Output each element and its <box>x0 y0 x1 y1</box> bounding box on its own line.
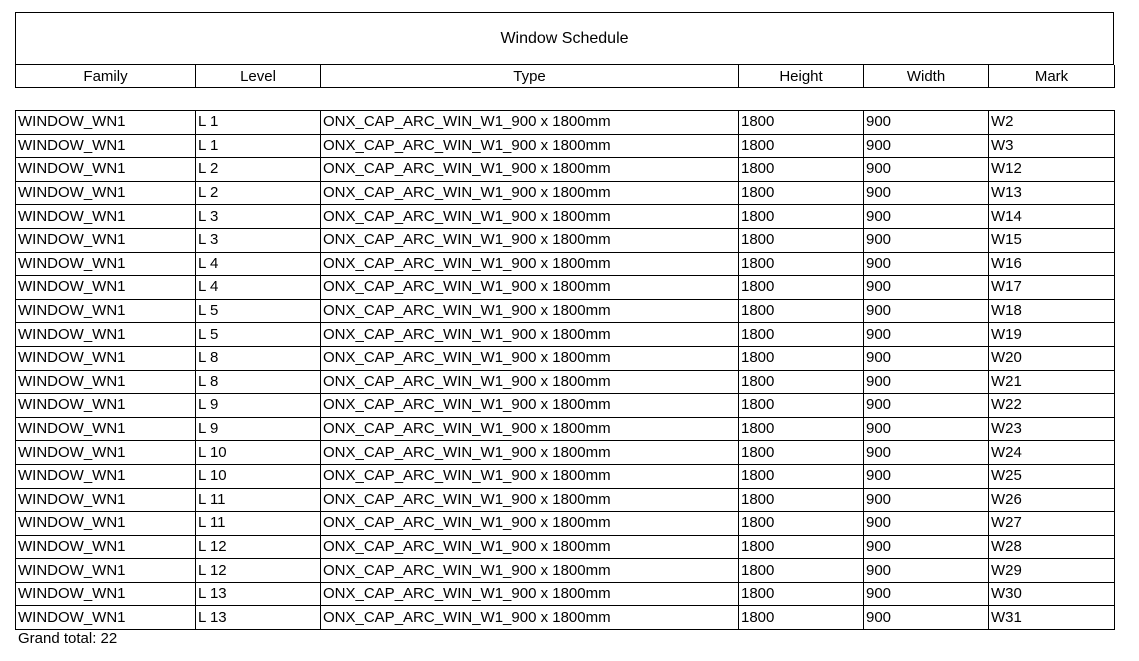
cell-mark[interactable]: W14 <box>989 205 1115 229</box>
table-row[interactable] <box>16 346 1115 370</box>
cell-type[interactable]: ONX_CAP_ARC_WIN_W1_900 x 1800mm <box>321 370 739 394</box>
header-row <box>16 65 1115 88</box>
cell-family[interactable]: WINDOW_WN1 <box>16 158 196 182</box>
cell-type[interactable]: ONX_CAP_ARC_WIN_W1_900 x 1800mm <box>321 205 739 229</box>
cell-type[interactable]: ONX_CAP_ARC_WIN_W1_900 x 1800mm <box>321 582 739 606</box>
cell-type[interactable]: ONX_CAP_ARC_WIN_W1_900 x 1800mm <box>321 181 739 205</box>
cell-level[interactable]: L 4 <box>196 276 321 300</box>
cell-width[interactable]: 900 <box>864 464 989 488</box>
cell-width[interactable]: 900 <box>864 323 989 347</box>
cell-height[interactable]: 1800 <box>739 346 864 370</box>
cell-level[interactable]: L 10 <box>196 441 321 465</box>
cell-width[interactable]: 900 <box>864 512 989 536</box>
cell-type[interactable]: ONX_CAP_ARC_WIN_W1_900 x 1800mm <box>321 228 739 252</box>
cell-type[interactable]: ONX_CAP_ARC_WIN_W1_900 x 1800mm <box>321 252 739 276</box>
cell-height[interactable]: 1800 <box>739 441 864 465</box>
cell-type[interactable]: ONX_CAP_ARC_WIN_W1_900 x 1800mm <box>321 394 739 418</box>
cell-level[interactable]: L 1 <box>196 134 321 158</box>
cell-height[interactable]: 1800 <box>739 111 864 135</box>
column-header-level[interactable]: Level <box>196 65 321 88</box>
cell-type[interactable]: ONX_CAP_ARC_WIN_W1_900 x 1800mm <box>321 559 739 583</box>
cell-family[interactable]: WINDOW_WN1 <box>16 346 196 370</box>
cell-level[interactable]: L 8 <box>196 370 321 394</box>
cell-mark[interactable]: W21 <box>989 370 1115 394</box>
cell-level[interactable]: L 4 <box>196 252 321 276</box>
cell-family[interactable]: WINDOW_WN1 <box>16 394 196 418</box>
cell-level[interactable]: L 11 <box>196 512 321 536</box>
cell-height[interactable]: 1800 <box>739 394 864 418</box>
cell-family[interactable]: WINDOW_WN1 <box>16 276 196 300</box>
cell-level[interactable]: L 5 <box>196 299 321 323</box>
cell-family[interactable]: WINDOW_WN1 <box>16 512 196 536</box>
cell-level[interactable]: L 13 <box>196 582 321 606</box>
cell-width[interactable]: 900 <box>864 582 989 606</box>
cell-mark[interactable]: W23 <box>989 417 1115 441</box>
cell-mark[interactable]: W15 <box>989 228 1115 252</box>
cell-height[interactable]: 1800 <box>739 417 864 441</box>
cell-width[interactable]: 900 <box>864 441 989 465</box>
cell-mark[interactable]: W13 <box>989 181 1115 205</box>
cell-mark[interactable]: W18 <box>989 299 1115 323</box>
cell-mark[interactable]: W25 <box>989 464 1115 488</box>
cell-width[interactable]: 900 <box>864 299 989 323</box>
table-row[interactable] <box>16 252 1115 276</box>
cell-level[interactable]: L 10 <box>196 464 321 488</box>
cell-height[interactable]: 1800 <box>739 134 864 158</box>
cell-width[interactable]: 900 <box>864 111 989 135</box>
cell-height[interactable]: 1800 <box>739 299 864 323</box>
table-row[interactable] <box>16 417 1115 441</box>
cell-type[interactable]: ONX_CAP_ARC_WIN_W1_900 x 1800mm <box>321 276 739 300</box>
cell-mark[interactable]: W27 <box>989 512 1115 536</box>
cell-mark[interactable]: W16 <box>989 252 1115 276</box>
cell-level[interactable]: L 2 <box>196 181 321 205</box>
table-row[interactable] <box>16 606 1115 630</box>
table-row[interactable] <box>16 228 1115 252</box>
cell-height[interactable]: 1800 <box>739 464 864 488</box>
cell-mark[interactable]: W29 <box>989 559 1115 583</box>
table-row[interactable] <box>16 582 1115 606</box>
cell-level[interactable]: L 12 <box>196 535 321 559</box>
cell-type[interactable]: ONX_CAP_ARC_WIN_W1_900 x 1800mm <box>321 606 739 630</box>
cell-type[interactable]: ONX_CAP_ARC_WIN_W1_900 x 1800mm <box>321 488 739 512</box>
table-row[interactable] <box>16 299 1115 323</box>
table-row[interactable] <box>16 394 1115 418</box>
cell-type[interactable]: ONX_CAP_ARC_WIN_W1_900 x 1800mm <box>321 323 739 347</box>
cell-height[interactable]: 1800 <box>739 323 864 347</box>
table-row[interactable] <box>16 559 1115 583</box>
header-gap <box>15 88 1114 110</box>
cell-type[interactable]: ONX_CAP_ARC_WIN_W1_900 x 1800mm <box>321 158 739 182</box>
grand-total: Grand total: 22 <box>18 630 118 647</box>
window-schedule <box>15 12 1114 630</box>
cell-mark[interactable]: W17 <box>989 276 1115 300</box>
cell-mark[interactable]: W26 <box>989 488 1115 512</box>
cell-family[interactable]: WINDOW_WN1 <box>16 370 196 394</box>
cell-family[interactable]: WINDOW_WN1 <box>16 606 196 630</box>
cell-level[interactable]: L 2 <box>196 158 321 182</box>
cell-width[interactable]: 900 <box>864 158 989 182</box>
cell-family[interactable]: WINDOW_WN1 <box>16 559 196 583</box>
cell-width[interactable]: 900 <box>864 394 989 418</box>
cell-width[interactable]: 900 <box>864 228 989 252</box>
table-row[interactable] <box>16 158 1115 182</box>
cell-family[interactable]: WINDOW_WN1 <box>16 323 196 347</box>
cell-family[interactable]: WINDOW_WN1 <box>16 111 196 135</box>
cell-height[interactable]: 1800 <box>739 276 864 300</box>
cell-family[interactable]: WINDOW_WN1 <box>16 134 196 158</box>
schedule-title: Window Schedule <box>15 12 1114 65</box>
cell-family[interactable]: WINDOW_WN1 <box>16 181 196 205</box>
cell-height[interactable]: 1800 <box>739 252 864 276</box>
schedule-body <box>15 110 1115 630</box>
cell-level[interactable]: L 9 <box>196 394 321 418</box>
table-row[interactable] <box>16 276 1115 300</box>
cell-level[interactable]: L 3 <box>196 228 321 252</box>
cell-width[interactable]: 900 <box>864 276 989 300</box>
cell-level[interactable]: L 11 <box>196 488 321 512</box>
cell-type[interactable]: ONX_CAP_ARC_WIN_W1_900 x 1800mm <box>321 535 739 559</box>
cell-level[interactable]: L 9 <box>196 417 321 441</box>
column-header-height[interactable]: Height <box>739 65 864 88</box>
table-row[interactable] <box>16 512 1115 536</box>
table-row[interactable] <box>16 181 1115 205</box>
cell-mark[interactable]: W24 <box>989 441 1115 465</box>
cell-type[interactable]: ONX_CAP_ARC_WIN_W1_900 x 1800mm <box>321 464 739 488</box>
cell-height[interactable]: 1800 <box>739 228 864 252</box>
cell-height[interactable]: 1800 <box>739 181 864 205</box>
cell-width[interactable]: 900 <box>864 205 989 229</box>
cell-mark[interactable]: W20 <box>989 346 1115 370</box>
cell-level[interactable]: L 3 <box>196 205 321 229</box>
table-row[interactable] <box>16 111 1115 135</box>
cell-family[interactable]: WINDOW_WN1 <box>16 417 196 441</box>
table-row[interactable] <box>16 441 1115 465</box>
cell-family[interactable]: WINDOW_WN1 <box>16 228 196 252</box>
cell-height[interactable]: 1800 <box>739 158 864 182</box>
cell-family[interactable]: WINDOW_WN1 <box>16 299 196 323</box>
cell-mark[interactable]: W28 <box>989 535 1115 559</box>
cell-width[interactable]: 900 <box>864 417 989 441</box>
cell-family[interactable]: WINDOW_WN1 <box>16 535 196 559</box>
cell-family[interactable]: WINDOW_WN1 <box>16 488 196 512</box>
cell-width[interactable]: 900 <box>864 370 989 394</box>
cell-level[interactable]: L 12 <box>196 559 321 583</box>
cell-type[interactable]: ONX_CAP_ARC_WIN_W1_900 x 1800mm <box>321 417 739 441</box>
cell-level[interactable]: L 13 <box>196 606 321 630</box>
cell-height[interactable]: 1800 <box>739 370 864 394</box>
cell-family[interactable]: WINDOW_WN1 <box>16 582 196 606</box>
cell-level[interactable]: L 1 <box>196 111 321 135</box>
cell-height[interactable]: 1800 <box>739 205 864 229</box>
table-row[interactable] <box>16 134 1115 158</box>
table-row[interactable] <box>16 323 1115 347</box>
cell-mark[interactable]: W30 <box>989 582 1115 606</box>
cell-mark[interactable]: W12 <box>989 158 1115 182</box>
cell-mark[interactable]: W19 <box>989 323 1115 347</box>
cell-type[interactable]: ONX_CAP_ARC_WIN_W1_900 x 1800mm <box>321 512 739 536</box>
cell-family[interactable]: WINDOW_WN1 <box>16 205 196 229</box>
cell-width[interactable]: 900 <box>864 535 989 559</box>
cell-height[interactable]: 1800 <box>739 559 864 583</box>
table-row[interactable] <box>16 205 1115 229</box>
column-header-mark[interactable]: Mark <box>989 65 1115 88</box>
cell-mark[interactable]: W31 <box>989 606 1115 630</box>
column-header-family[interactable]: Family <box>16 65 196 88</box>
cell-type[interactable]: ONX_CAP_ARC_WIN_W1_900 x 1800mm <box>321 134 739 158</box>
cell-width[interactable]: 900 <box>864 559 989 583</box>
cell-height[interactable]: 1800 <box>739 606 864 630</box>
table-row[interactable] <box>16 488 1115 512</box>
cell-mark[interactable]: W3 <box>989 134 1115 158</box>
cell-height[interactable]: 1800 <box>739 535 864 559</box>
cell-height[interactable]: 1800 <box>739 512 864 536</box>
table-row[interactable] <box>16 370 1115 394</box>
column-header-type[interactable]: Type <box>321 65 739 88</box>
cell-height[interactable]: 1800 <box>739 582 864 606</box>
cell-width[interactable]: 900 <box>864 488 989 512</box>
table-row[interactable] <box>16 464 1115 488</box>
cell-level[interactable]: L 8 <box>196 346 321 370</box>
cell-family[interactable]: WINDOW_WN1 <box>16 464 196 488</box>
cell-family[interactable]: WINDOW_WN1 <box>16 441 196 465</box>
cell-level[interactable]: L 5 <box>196 323 321 347</box>
table-row[interactable] <box>16 535 1115 559</box>
cell-width[interactable]: 900 <box>864 606 989 630</box>
cell-mark[interactable]: W2 <box>989 111 1115 135</box>
cell-height[interactable]: 1800 <box>739 488 864 512</box>
cell-type[interactable]: ONX_CAP_ARC_WIN_W1_900 x 1800mm <box>321 441 739 465</box>
cell-type[interactable]: ONX_CAP_ARC_WIN_W1_900 x 1800mm <box>321 111 739 135</box>
cell-family[interactable]: WINDOW_WN1 <box>16 252 196 276</box>
cell-width[interactable]: 900 <box>864 181 989 205</box>
cell-type[interactable]: ONX_CAP_ARC_WIN_W1_900 x 1800mm <box>321 346 739 370</box>
schedule-header <box>15 65 1115 88</box>
column-header-width[interactable]: Width <box>864 65 989 88</box>
cell-width[interactable]: 900 <box>864 346 989 370</box>
cell-mark[interactable]: W22 <box>989 394 1115 418</box>
cell-width[interactable]: 900 <box>864 252 989 276</box>
cell-type[interactable]: ONX_CAP_ARC_WIN_W1_900 x 1800mm <box>321 299 739 323</box>
cell-width[interactable]: 900 <box>864 134 989 158</box>
